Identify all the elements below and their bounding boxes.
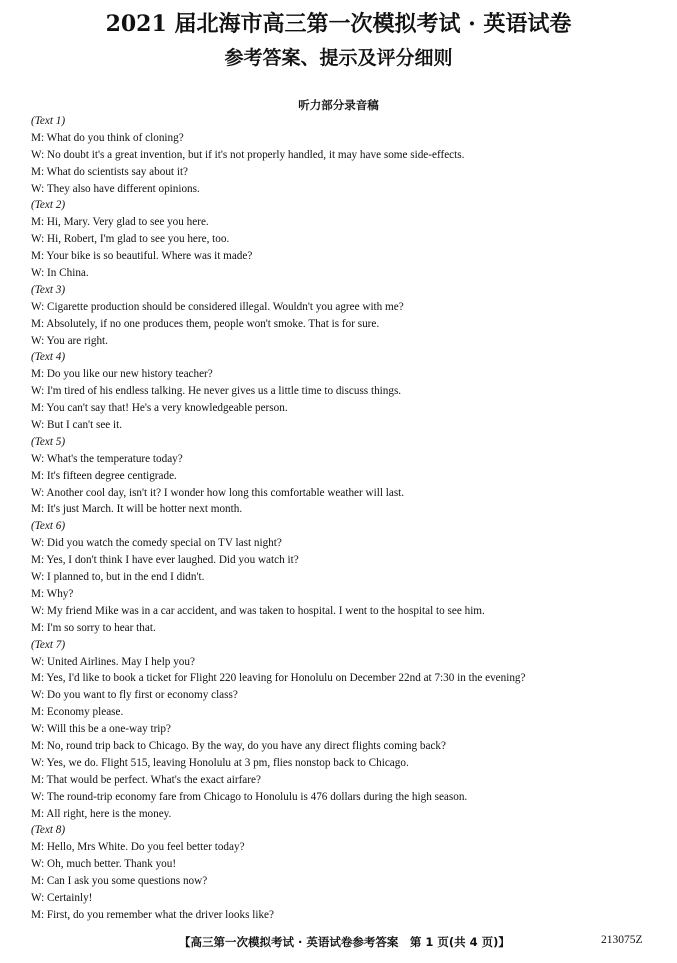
transcript-body bbox=[31, 113, 671, 924]
text-label: (Text 5) bbox=[31, 435, 66, 448]
dialog-line: W: Yes, we do. Flight 515, leaving Honolulu at 3 pm, flies nonstop back to Chicago. bbox=[31, 756, 409, 769]
dialog-line: M: Absolutely, if no one produces them, people won't smoke. That is for sure. bbox=[31, 317, 380, 330]
dialog-line: M: Do you like our new history teacher? bbox=[31, 368, 213, 381]
dialog-line: W: No doubt it's a great invention, but if it's not properly handled, it may have some side-effects. bbox=[31, 148, 465, 161]
dialog-line: M: That would be perfect. What's the exact airfare? bbox=[31, 773, 261, 786]
page-subtitle: 参考答案、提示及评分细则 bbox=[224, 47, 453, 69]
dialog-line: M: First, do you remember what the driver looks like? bbox=[31, 908, 274, 921]
dialog-line: M: It's fifteen degree centigrade. bbox=[31, 469, 177, 482]
dialog-line: M: What do you think of cloning? bbox=[31, 131, 184, 144]
dialog-line: W: You are right. bbox=[31, 334, 108, 347]
dialog-line: W: The round-trip economy fare from Chicago to Honolulu is 476 dollars during the high season. bbox=[31, 790, 468, 803]
text-label: (Text 6) bbox=[31, 520, 66, 533]
text-label: (Text 8) bbox=[31, 824, 66, 837]
dialog-line: W: Will this be a one-way trip? bbox=[31, 723, 171, 736]
text-label: (Text 3) bbox=[31, 283, 66, 296]
dialog-line: W: I planned to, but in the end I didn't. bbox=[31, 571, 205, 584]
dialog-line: W: Certainly! bbox=[31, 891, 93, 904]
dialog-line: W: My friend Mike was in a car accident, and was taken to hospital. I went to the hospital to see him. bbox=[31, 604, 485, 617]
dialog-line: M: Economy please. bbox=[31, 706, 124, 719]
dialog-line: M: Yes, I'd like to book a ticket for Flight 220 leaving for Honolulu on December 22nd at 7:30 in the evening? bbox=[31, 672, 526, 685]
dialog-line: M: It's just March. It will be hotter next month. bbox=[31, 503, 243, 516]
dialog-line: M: Hi, Mary. Very glad to see you here. bbox=[31, 216, 209, 229]
text-label: (Text 1) bbox=[31, 115, 66, 127]
dialog-line: W: Cigarette production should be considered illegal. Wouldn't you agree with me? bbox=[31, 300, 404, 313]
dialog-line: W: I'm tired of his endless talking. He never gives us a little time to discuss things. bbox=[31, 385, 402, 398]
dialog-line: M: I'm so sorry to hear that. bbox=[31, 621, 156, 634]
dialog-line: W: Did you watch the comedy special on TV last night? bbox=[31, 537, 282, 550]
dialog-line: M: No, round trip back to Chicago. By the way, do you have any direct flights coming back? bbox=[31, 739, 446, 752]
text-label: (Text 2) bbox=[31, 199, 66, 212]
text-label: (Text 4) bbox=[31, 351, 66, 364]
dialog-line: W: Hi, Robert, I'm glad to see you here, too. bbox=[31, 233, 230, 246]
section-heading: 听力部分录音稿 bbox=[298, 98, 379, 112]
dialog-line: W: Another cool day, isn't it? I wonder how long this comfortable weather will last. bbox=[31, 486, 405, 499]
dialog-line: W: In China. bbox=[31, 267, 89, 280]
dialog-line: M: Hello, Mrs White. Do you feel better today? bbox=[31, 841, 245, 854]
dialog-line: M: Why? bbox=[31, 587, 74, 600]
dialog-line: M: Your bike is so beautiful. Where was it made? bbox=[31, 250, 253, 263]
dialog-line: W: United Airlines. May I help you? bbox=[31, 655, 195, 668]
dialog-line: W: They also have different opinions. bbox=[31, 182, 200, 195]
dialog-line: M: All right, here is the money. bbox=[31, 807, 172, 820]
dialog-line: M: Yes, I don't think I have ever laughed. Did you watch it? bbox=[31, 554, 299, 567]
dialog-line: M: You can't say that! He's a very knowledgeable person. bbox=[31, 402, 288, 415]
dialog-line: M: What do scientists say about it? bbox=[31, 165, 189, 178]
footer-page-info: 【高三第一次模拟考试 · 英语试卷参考答案 第 1 页(共 4 页)】 bbox=[179, 935, 510, 949]
page-footer bbox=[0, 934, 677, 952]
dialog-line: M: Can I ask you some questions now? bbox=[31, 875, 208, 888]
text-label: (Text 7) bbox=[31, 638, 66, 651]
dialog-line: W: Do you want to fly first or economy class? bbox=[31, 689, 238, 702]
page-title: 2021 届北海市高三第一次模拟考试 · 英语试卷 bbox=[105, 11, 572, 37]
footer-code: 213075Z bbox=[601, 934, 643, 946]
dialog-line: W: But I can't see it. bbox=[31, 419, 123, 432]
dialog-line: W: What's the temperature today? bbox=[31, 452, 183, 465]
dialog-line: W: Oh, much better. Thank you! bbox=[31, 858, 177, 871]
